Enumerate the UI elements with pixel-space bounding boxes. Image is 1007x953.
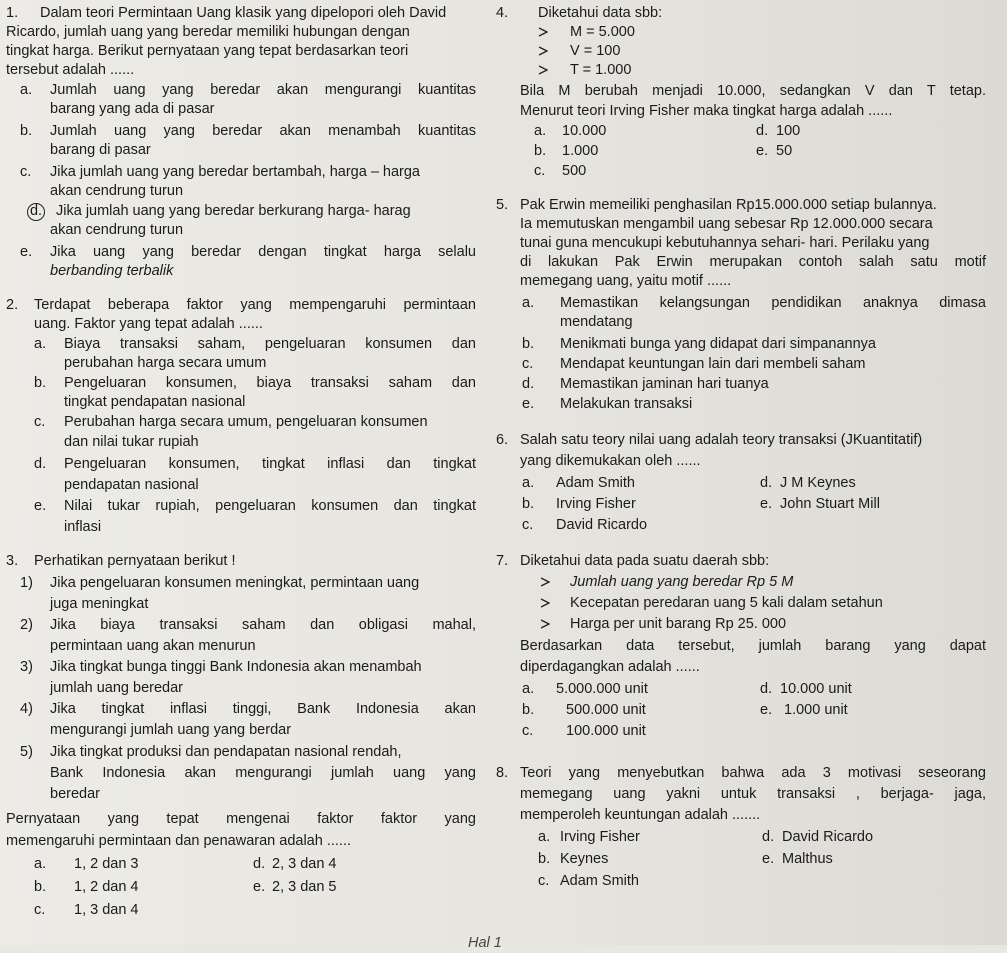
answer-circle-mark: d.: [27, 203, 45, 221]
q1-c-label: c.: [20, 164, 32, 180]
q4-option-b-label: b.: [534, 143, 547, 159]
q1-a-label: a.: [20, 82, 33, 98]
q8-option-b-label: b.: [538, 851, 551, 867]
q4-data-v: V = 100: [570, 43, 621, 59]
q2-d-text-2: pendapatan nasional: [64, 477, 199, 493]
q5-d-label: d.: [522, 376, 535, 392]
q2-line-1: Terdapat beberapa faktor yang mempengaruhi permintaan: [34, 297, 476, 313]
q3-item-2-num: 2): [20, 617, 33, 633]
arrow-bullet-icon: [538, 46, 548, 56]
q7-option-a-label: a.: [522, 681, 535, 697]
q5-line-4: di lakukan Pak Erwin merupakan contoh salah satu motif: [520, 254, 986, 270]
q7-option-d: 10.000 unit: [780, 681, 852, 697]
q3-option-d: 2, 3 dan 4: [272, 856, 337, 872]
q4-number: 4.: [496, 5, 509, 21]
q3-item-2-text: Jika biaya transaksi saham dan obligasi mahal,: [50, 617, 476, 633]
q7-option-d-label: d.: [760, 681, 773, 697]
q1-c-text-2: akan cendrung turun: [50, 183, 184, 199]
q8-option-a: Irving Fisher: [560, 829, 640, 845]
q3-item-2-text-2: permintaan uang akan menurun: [50, 638, 256, 654]
q3-item-1-text: Jika pengeluaran konsumen meningkat, permintaan uang: [50, 575, 420, 591]
q3-item-3-num: 3): [20, 659, 33, 675]
q4-option-c-label: c.: [534, 163, 546, 179]
q4-data-m: M = 5.000: [570, 24, 635, 40]
q8-option-e: Malthus: [782, 851, 833, 867]
q2-c-label: c.: [34, 414, 46, 430]
q7-option-b: 500.000 unit: [566, 702, 646, 718]
arrow-bullet-icon: [540, 577, 550, 587]
q6-line-2: yang dikemukakan oleh ......: [520, 453, 701, 469]
q3-item-3-text-2: jumlah uang beredar: [50, 680, 184, 696]
q1-a-text-2: barang yang ada di pasar: [50, 101, 215, 117]
q3-item-1-text-2: juga meningkat: [50, 596, 149, 612]
q5-e-text: Melakukan transaksi: [560, 396, 693, 412]
q5-b-label: b.: [522, 336, 535, 352]
q1-b-text: Jumlah uang yang beredar akan menambah kuantitas: [50, 123, 476, 139]
q7-option-c-label: c.: [522, 723, 534, 739]
q8-line-2: memegang uang yakni untuk transaksi , berjaga- jaga,: [520, 786, 986, 802]
q2-a-label: a.: [34, 336, 47, 352]
arrow-bullet-icon: [540, 598, 550, 608]
q8-number: 8.: [496, 765, 509, 781]
q4-option-a-label: a.: [534, 123, 547, 139]
q3-item-5-text-3: beredar: [50, 786, 100, 802]
q1-b-label: b.: [20, 123, 33, 139]
arrow-bullet-icon: [538, 27, 548, 37]
q8-option-c: Adam Smith: [560, 873, 639, 889]
q2-b-text: Pengeluaran konsumen, biaya transaksi saham dan: [64, 375, 476, 391]
q3-number: 3.: [6, 553, 19, 569]
q7-data-3: Harga per unit barang Rp 25. 000: [570, 616, 787, 632]
q7-data-1: Jumlah uang yang beredar Rp 5 M: [570, 574, 794, 590]
q3-option-b-label: b.: [34, 879, 47, 895]
q4-data-t: T = 1.000: [570, 62, 632, 78]
q5-a-label: a.: [522, 295, 535, 311]
q7-data-2: Kecepatan peredaran uang 5 kali dalam setahun: [570, 595, 883, 611]
q5-c-label: c.: [522, 356, 534, 372]
q8-option-d-label: d.: [762, 829, 775, 845]
arrow-bullet-icon: [538, 65, 548, 75]
q3-item-4-text: Jika tingkat inflasi tinggi, Bank Indonesia akan: [50, 701, 476, 717]
q2-b-text-2: tingkat pendapatan nasional: [64, 394, 246, 410]
q7-line-1: Berdasarkan data tersebut, jumlah barang yang dapat: [520, 638, 986, 654]
q6-option-a: Adam Smith: [556, 475, 635, 491]
q8-option-c-label: c.: [538, 873, 550, 889]
q5-line-1: Pak Erwin memeiliki penghasilan Rp15.000.000 setiap bulannya.: [520, 197, 937, 213]
q6-line-1: Salah satu teory nilai uang adalah teory transaksi (JKuantitatif): [520, 432, 923, 448]
q6-option-a-label: a.: [522, 475, 535, 491]
q3-option-c: 1, 3 dan 4: [74, 902, 139, 918]
q3-item-5-text-2: Bank Indonesia akan mengurangi jumlah uang yang: [50, 765, 476, 781]
q2-a-text: Biaya transaksi saham, pengeluaran konsumen dan: [64, 336, 476, 352]
q3-option-e-label: e.: [253, 879, 266, 895]
q7-option-c: 100.000 unit: [566, 723, 646, 739]
q5-a-text-2: mendatang: [560, 314, 633, 330]
q4-option-a: 10.000: [562, 123, 607, 139]
q3-item-5-text: Jika tingkat produksi dan pendapatan nasional rendah,: [50, 744, 402, 760]
q1-e-text: Jika uang yang beredar dengan tingkat harga selalu: [50, 244, 476, 260]
q3-option-b: 1, 2 dan 4: [74, 879, 139, 895]
q3-option-e: 2, 3 dan 5: [272, 879, 337, 895]
page-footer: Hal 1: [468, 935, 502, 951]
q2-number: 2.: [6, 297, 19, 313]
q1-line-3: tingkat harga. Berikut pernyataan yang tepat berdasarkan teori: [6, 43, 409, 59]
q1-b-text-2: barang di pasar: [50, 142, 151, 158]
q3-option-c-label: c.: [34, 902, 46, 918]
q4-option-c: 500: [562, 163, 587, 179]
q5-line-2: Ia memutuskan mengambil uang sebesar Rp 12.000.000 secara: [520, 216, 933, 232]
q3-item-4-num: 4): [20, 701, 33, 717]
q7-line-2: diperdagangkan adalah ......: [520, 659, 700, 675]
q8-line-3: memperoleh keuntungan adalah .......: [520, 807, 761, 823]
q1-line-4: tersebut adalah ......: [6, 62, 135, 78]
q3-option-a: 1, 2 dan 3: [74, 856, 139, 872]
q8-option-a-label: a.: [538, 829, 551, 845]
q1-e-text-2: berbanding terbalik: [50, 263, 174, 279]
q7-option-e-label: e.: [760, 702, 773, 718]
q2-c-text: Perubahan harga secara umum, pengeluaran konsumen: [64, 414, 428, 430]
q5-number: 5.: [496, 197, 509, 213]
q4-option-b: 1.000: [562, 143, 599, 159]
q2-e-text: Nilai tukar rupiah, pengeluaran konsumen dan tingkat: [64, 498, 476, 514]
q2-e-label: e.: [34, 498, 47, 514]
q1-c-text: Jika jumlah uang yang beredar bertambah, harga – harga: [50, 164, 420, 180]
q7-option-a: 5.000.000 unit: [556, 681, 648, 697]
q6-option-b-label: b.: [522, 496, 535, 512]
q4-intro: Diketahui data sbb:: [538, 5, 663, 21]
q3-item-1-num: 1): [20, 575, 33, 591]
q6-option-e: John Stuart Mill: [780, 496, 880, 512]
q1-line-2: Ricardo, jumlah uang yang beredar memiliki hubungan dengan: [6, 24, 410, 40]
q8-option-e-label: e.: [762, 851, 775, 867]
q3-closing-1: Pernyataan yang tepat mengenai faktor faktor yang: [6, 811, 476, 827]
q6-option-c: David Ricardo: [556, 517, 648, 533]
q1-d-label-circled: [30, 202, 45, 221]
q2-e-text-2: inflasi: [64, 519, 102, 535]
q7-option-e: 1.000 unit: [784, 702, 848, 718]
q7-option-b-label: b.: [522, 702, 535, 718]
q2-a-text-2: perubahan harga secara umum: [64, 355, 267, 371]
q1-e-label: e.: [20, 244, 33, 260]
q2-d-label: d.: [34, 456, 47, 472]
q3-item-5-num: 5): [20, 744, 33, 760]
q5-d-text: Memastikan jaminan hari tuanya: [560, 376, 769, 392]
q2-d-text: Pengeluaran konsumen, tingkat inflasi dan tingkat: [64, 456, 476, 472]
q3-item-3-text: Jika tingkat bunga tinggi Bank Indonesia akan menambah: [50, 659, 422, 675]
q4-option-d-label: d.: [756, 123, 769, 139]
q4-line-2: Menurut teori Irving Fisher maka tingkat harga adalah ......: [520, 103, 893, 119]
q1-d-text: Jika jumlah uang yang beredar berkurang harga- harag: [56, 203, 411, 219]
q3-option-a-label: a.: [34, 856, 47, 872]
q4-option-e: 50: [776, 143, 793, 159]
q8-line-1: Teori yang menyebutkan bahwa ada 3 motivasi seseorang: [520, 765, 986, 781]
q1-line-1: Dalam teori Permintaan Uang klasik yang dipelopori oleh David: [40, 5, 447, 21]
q8-option-d: David Ricardo: [782, 829, 874, 845]
q6-option-c-label: c.: [522, 517, 534, 533]
q2-line-2: uang. Faktor yang tepat adalah ......: [34, 316, 263, 332]
arrow-bullet-icon: [540, 619, 550, 629]
q3-option-d-label: d.: [253, 856, 266, 872]
q6-option-e-label: e.: [760, 496, 773, 512]
q3-item-4-text-2: mengurangi jumlah uang yang berdar: [50, 722, 292, 738]
q2-b-label: b.: [34, 375, 47, 391]
q7-number: 7.: [496, 553, 509, 569]
q5-b-text: Menikmati bunga yang didapat dari simpanannya: [560, 336, 876, 352]
q6-option-b: Irving Fisher: [556, 496, 636, 512]
q4-option-e-label: e.: [756, 143, 769, 159]
q5-line-5: memegang uang, yaitu motif ......: [520, 273, 732, 289]
q5-a-text: Memastikan kelangsungan pendidikan anaknya dimasa: [560, 295, 986, 311]
q7-intro: Diketahui data pada suatu daerah sbb:: [520, 553, 770, 569]
q6-option-d-label: d.: [760, 475, 773, 491]
q2-c-text-2: dan nilai tukar rupiah: [64, 434, 199, 450]
q6-option-d: J M Keynes: [780, 475, 856, 491]
q5-line-3: tunai guna mencukupi kebutuhannya sehari- hari. Perilaku yang: [520, 235, 930, 251]
q1-number: 1.: [6, 5, 19, 21]
q1-a-text: Jumlah uang yang beredar akan mengurangi kuantitas: [50, 82, 476, 98]
q3-intro: Perhatikan pernyataan berikut !: [34, 553, 236, 569]
q6-number: 6.: [496, 432, 509, 448]
q5-c-text: Mendapat keuntungan lain dari membeli saham: [560, 356, 866, 372]
q3-closing-2: memengaruhi permintaan dan penawaran adalah ......: [6, 833, 351, 849]
q1-d-text-2: akan cendrung turun: [50, 222, 184, 238]
q4-option-d: 100: [776, 123, 801, 139]
q4-line-1: Bila M berubah menjadi 10.000, sedangkan V dan T tetap.: [520, 83, 986, 99]
q8-option-b: Keynes: [560, 851, 609, 867]
q5-e-label: e.: [522, 396, 535, 412]
